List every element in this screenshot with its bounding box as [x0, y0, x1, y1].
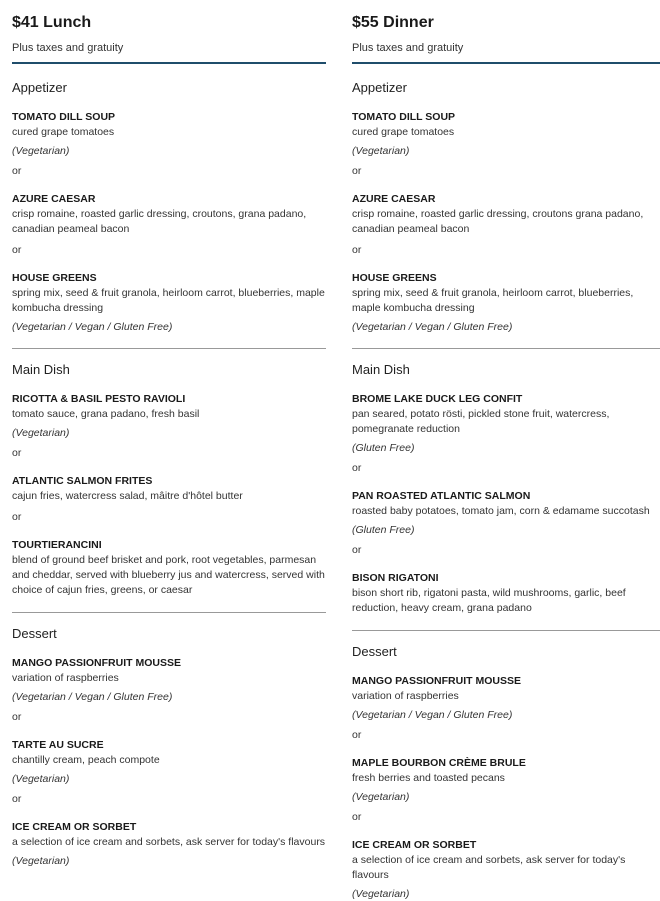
item-dietary-tag: (Vegetarian): [352, 145, 410, 157]
or-separator: or: [12, 244, 22, 256]
item-dietary-tag: (Vegetarian): [352, 791, 410, 803]
dinner-menu-column: [352, 0, 660, 901]
item-dietary-tag: (Vegetarian): [352, 888, 410, 900]
section-title: Appetizer: [12, 80, 67, 95]
section-title: Dessert: [352, 644, 397, 659]
or-separator: or: [12, 711, 22, 723]
item-description: spring mix, seed & fruit granola, heirloom carrot, blueberries, maple kombucha dressing: [352, 287, 634, 314]
section-title: Main Dish: [12, 362, 70, 377]
item-name: RICOTTA & BASIL PESTO RAVIOLI: [12, 393, 186, 405]
item-name: AZURE CAESAR: [352, 193, 436, 205]
item-description: pan seared, potato rösti, pickled stone fruit, watercress, pomegranate reduction: [352, 408, 610, 435]
item-description: cajun fries, watercress salad, mâitre d'hôtel butter: [12, 490, 243, 502]
item-description: crisp romaine, roasted garlic dressing, croutons, grana padano, canadian peameal bacon: [12, 208, 307, 235]
item-dietary-tag: (Vegetarian): [12, 773, 70, 785]
or-separator: or: [352, 244, 362, 256]
menu-item: [12, 738, 326, 786]
item-name: MANGO PASSIONFRUIT MOUSSE: [352, 675, 521, 687]
or-separator: or: [352, 811, 362, 823]
item-description: cured grape tomatoes: [12, 126, 115, 138]
lunch-section-dessert: [12, 626, 326, 868]
section-title: Main Dish: [352, 362, 410, 377]
menu-item: [352, 756, 660, 804]
lunch-menu-title: $41 Lunch: [12, 14, 92, 31]
item-description: bison short rib, rigatoni pasta, wild mushrooms, garlic, beef reduction, heavy cream, grana padano: [352, 587, 626, 614]
item-description: roasted baby potatoes, tomato jam, corn & edamame succotash: [352, 505, 650, 517]
item-description: a selection of ice cream and sorbets, ask server for today's flavours: [352, 854, 626, 881]
item-description: chantilly cream, peach compote: [12, 754, 160, 766]
item-description: blend of ground beef brisket and pork, root vegetables, parmesan and cheddar, served with blueberry jus and watercress, served with choice of cajun fries, greens, or caesar: [12, 554, 325, 596]
menu-item: [352, 392, 660, 455]
or-separator: or: [352, 165, 362, 177]
section-divider: [12, 348, 326, 349]
lunch-section-appetizer: [12, 80, 326, 349]
item-name: ICE CREAM OR SORBET: [12, 821, 137, 833]
item-description: a selection of ice cream and sorbets, ask server for today's flavours: [12, 836, 326, 848]
item-name: HOUSE GREENS: [352, 272, 437, 284]
lunch-menu-column: [12, 0, 326, 868]
section-divider: [352, 630, 660, 631]
item-name: TOMATO DILL SOUP: [12, 111, 116, 123]
item-description: tomato sauce, grana padano, fresh basil: [12, 408, 200, 420]
item-dietary-tag: (Vegetarian / Vegan / Gluten Free): [12, 321, 173, 333]
item-name: HOUSE GREENS: [12, 272, 97, 284]
menu-item: [12, 820, 326, 868]
menu-item: [12, 538, 326, 598]
section-divider: [12, 612, 326, 613]
menu-item: [12, 474, 326, 504]
or-separator: or: [352, 729, 362, 741]
or-separator: or: [352, 462, 362, 474]
dinner-section-appetizer: [352, 80, 660, 349]
item-name: TARTE AU SUCRE: [12, 739, 104, 751]
dinner-header-divider: [352, 62, 660, 64]
section-title: Dessert: [12, 626, 57, 641]
item-name: ATLANTIC SALMON FRITES: [12, 475, 153, 487]
menu-item: [352, 271, 660, 334]
item-name: PAN ROASTED ATLANTIC SALMON: [352, 490, 531, 502]
dinner-section-main-dish: [352, 362, 660, 631]
menu-item: [352, 838, 660, 901]
item-dietary-tag: (Vegetarian / Vegan / Gluten Free): [352, 709, 513, 721]
item-name: TOMATO DILL SOUP: [352, 111, 456, 123]
menu-item: [352, 110, 660, 158]
item-description: spring mix, seed & fruit granola, heirloom carrot, blueberries, maple kombucha dressing: [12, 287, 325, 314]
item-name: AZURE CAESAR: [12, 193, 96, 205]
menu-item: [352, 674, 660, 722]
menu-item: [12, 271, 326, 334]
or-separator: or: [12, 793, 22, 805]
item-dietary-tag: (Vegetarian / Vegan / Gluten Free): [352, 321, 513, 333]
menu-item: [12, 656, 326, 704]
dinner-menu-title: $55 Dinner: [352, 14, 434, 31]
lunch-menu-subtitle: Plus taxes and gratuity: [12, 42, 124, 54]
item-description: cured grape tomatoes: [352, 126, 455, 138]
item-name: BROME LAKE DUCK LEG CONFIT: [352, 393, 523, 405]
item-dietary-tag: (Vegetarian): [12, 145, 70, 157]
item-name: MANGO PASSIONFRUIT MOUSSE: [12, 657, 181, 669]
dinner-section-dessert: [352, 644, 660, 901]
item-dietary-tag: (Vegetarian / Vegan / Gluten Free): [12, 691, 173, 703]
lunch-header-divider: [12, 62, 326, 64]
menu-item: [12, 110, 326, 158]
item-name: MAPLE BOURBON CRÈME BRULE: [352, 757, 526, 769]
item-name: ICE CREAM OR SORBET: [352, 839, 477, 851]
menu-item: [12, 392, 326, 440]
menu-item: [352, 489, 660, 537]
menu-item: [352, 571, 660, 616]
item-description: variation of raspberries: [12, 672, 119, 684]
menu-item: [12, 192, 326, 237]
menu-item: [352, 192, 660, 237]
section-divider: [352, 348, 660, 349]
item-description: fresh berries and toasted pecans: [352, 772, 505, 784]
dinner-menu-subtitle: Plus taxes and gratuity: [352, 42, 464, 54]
or-separator: or: [12, 447, 22, 459]
item-dietary-tag: (Vegetarian): [12, 855, 70, 867]
lunch-section-main-dish: [12, 362, 326, 613]
item-description: variation of raspberries: [352, 690, 459, 702]
section-title: Appetizer: [352, 80, 407, 95]
item-name: BISON RIGATONI: [352, 572, 439, 584]
or-separator: or: [12, 511, 22, 523]
or-separator: or: [12, 165, 22, 177]
item-description: crisp romaine, roasted garlic dressing, croutons grana padano, canadian peameal bacon: [352, 208, 644, 235]
item-dietary-tag: (Gluten Free): [352, 442, 415, 454]
item-dietary-tag: (Vegetarian): [12, 427, 70, 439]
or-separator: or: [352, 544, 362, 556]
item-name: TOURTIERANCINI: [12, 539, 102, 551]
item-dietary-tag: (Gluten Free): [352, 524, 415, 536]
